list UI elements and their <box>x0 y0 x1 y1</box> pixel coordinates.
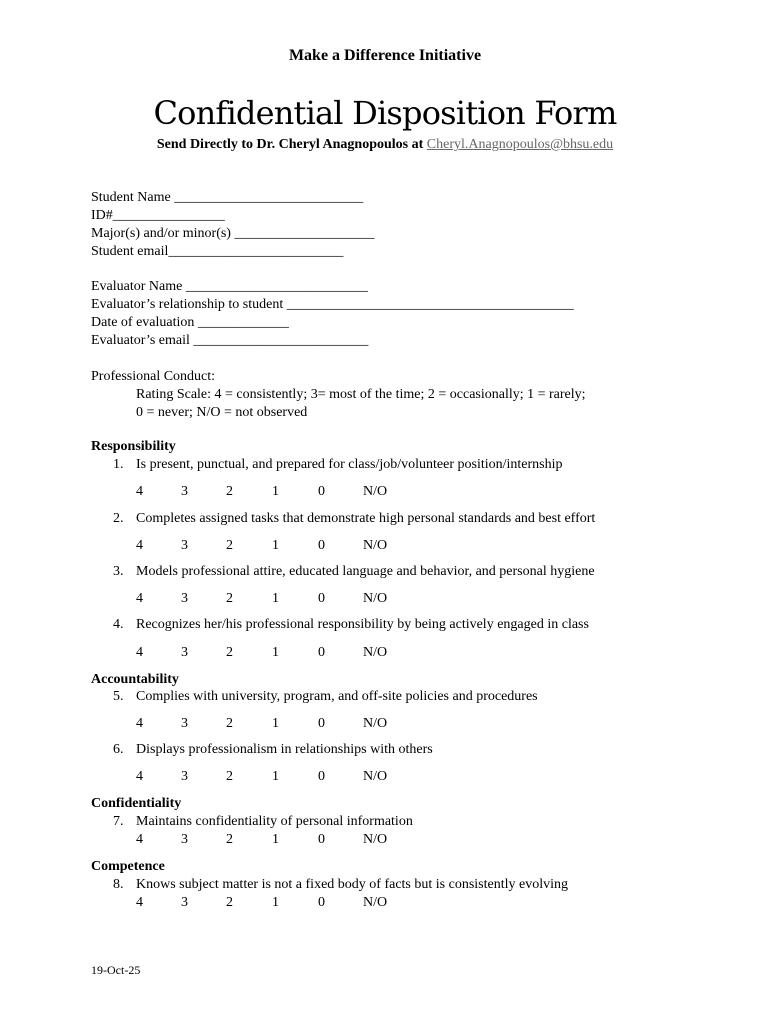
item-5 <box>113 689 538 705</box>
rating-option-4[interactable]: 4 <box>136 895 143 910</box>
student-email-field[interactable]: Student email_________________________ <box>91 244 344 259</box>
rating-option-no[interactable]: N/O <box>363 895 388 910</box>
rating-option-3[interactable]: 3 <box>181 484 188 499</box>
item-number: 1. <box>113 457 124 472</box>
rating-option-0[interactable]: 0 <box>318 895 325 910</box>
section-responsibility: Responsibility <box>91 439 176 454</box>
rating-option-1[interactable]: 1 <box>272 895 279 910</box>
rating-option-3[interactable]: 3 <box>181 895 188 910</box>
rating-option-2[interactable]: 2 <box>226 895 233 910</box>
send-prefix: Send Directly to Dr. Cheryl Anagnopoulos at <box>156 137 427 152</box>
evaluator-name-field[interactable]: Evaluator Name __________________________ <box>91 279 368 294</box>
rating-option-4[interactable]: 4 <box>136 832 143 847</box>
rating-option-0[interactable]: 0 <box>318 645 325 660</box>
item-text: Models professional attire, educated language and behavior, and personal hygiene <box>136 564 595 579</box>
item-2 <box>113 511 595 527</box>
rating-option-1[interactable]: 1 <box>272 716 279 731</box>
section-accountability: Accountability <box>91 672 179 687</box>
rating-option-4[interactable]: 4 <box>136 769 143 784</box>
section-confidentiality: Confidentiality <box>91 796 182 811</box>
rating-option-0[interactable]: 0 <box>318 832 325 847</box>
send-instructions <box>0 137 770 153</box>
rating-option-1[interactable]: 1 <box>272 645 279 660</box>
item-7 <box>113 814 413 830</box>
item-number: 7. <box>113 814 124 829</box>
initiative-heading: Make a Difference Initiative <box>288 47 482 64</box>
rating-option-1[interactable]: 1 <box>272 591 279 606</box>
rating-option-no[interactable]: N/O <box>363 769 388 784</box>
rating-option-3[interactable]: 3 <box>181 538 188 553</box>
contact-email-link[interactable]: Cheryl.Anagnopoulos@bhsu.edu <box>426 137 614 152</box>
rating-option-4[interactable]: 4 <box>136 484 143 499</box>
item-text: Displays professionalism in relationships with others <box>136 742 433 757</box>
rating-row-2 <box>136 538 387 554</box>
rating-row-5 <box>136 716 387 732</box>
rating-option-1[interactable]: 1 <box>272 769 279 784</box>
rating-row-1 <box>136 484 387 500</box>
item-text: Maintains confidentiality of personal information <box>136 814 413 829</box>
item-1 <box>113 457 563 473</box>
rating-option-4[interactable]: 4 <box>136 591 143 606</box>
item-text: Completes assigned tasks that demonstrate high personal standards and best effort <box>136 511 596 526</box>
rating-option-3[interactable]: 3 <box>181 769 188 784</box>
item-6 <box>113 742 433 758</box>
item-3 <box>113 564 595 580</box>
rating-option-2[interactable]: 2 <box>226 769 233 784</box>
rating-option-no[interactable]: N/O <box>363 591 388 606</box>
item-number: 6. <box>113 742 124 757</box>
rating-option-1[interactable]: 1 <box>272 832 279 847</box>
rating-row-7 <box>136 832 387 848</box>
rating-option-4[interactable]: 4 <box>136 645 143 660</box>
rating-option-no[interactable]: N/O <box>363 716 388 731</box>
item-number: 3. <box>113 564 124 579</box>
rating-option-0[interactable]: 0 <box>318 591 325 606</box>
rating-option-3[interactable]: 3 <box>181 645 188 660</box>
rating-option-no[interactable]: N/O <box>363 484 388 499</box>
rating-row-3 <box>136 591 387 607</box>
rating-option-0[interactable]: 0 <box>318 769 325 784</box>
item-4 <box>113 617 589 633</box>
footer-date: 19-Oct-25 <box>91 963 141 977</box>
student-id-field[interactable]: ID#________________ <box>91 208 225 223</box>
rating-scale-line1: Rating Scale: 4 = consistently; 3= most of the time; 2 = occasionally; 1 = rarely; <box>136 387 586 402</box>
rating-scale-line2: 0 = never; N/O = not observed <box>136 405 308 420</box>
page-title: Confidential Disposition Form <box>153 94 617 132</box>
rating-option-2[interactable]: 2 <box>226 645 233 660</box>
rating-option-no[interactable]: N/O <box>363 832 388 847</box>
evaluator-relationship-field[interactable]: Evaluator’s relationship to student _________________________________________ <box>91 297 574 312</box>
rating-option-4[interactable]: 4 <box>136 538 143 553</box>
item-number: 5. <box>113 689 124 704</box>
evaluator-email-field[interactable]: Evaluator’s email _________________________ <box>91 333 369 348</box>
evaluation-date-field[interactable]: Date of evaluation _____________ <box>91 315 289 330</box>
item-text: Is present, punctual, and prepared for class/job/volunteer position/internship <box>136 457 563 472</box>
rating-option-3[interactable]: 3 <box>181 832 188 847</box>
rating-option-3[interactable]: 3 <box>181 716 188 731</box>
rating-row-6 <box>136 769 387 785</box>
rating-option-1[interactable]: 1 <box>272 484 279 499</box>
rating-option-0[interactable]: 0 <box>318 484 325 499</box>
rating-option-2[interactable]: 2 <box>226 591 233 606</box>
item-text: Complies with university, program, and off-site policies and procedures <box>136 689 538 704</box>
rating-option-2[interactable]: 2 <box>226 716 233 731</box>
rating-option-no[interactable]: N/O <box>363 645 388 660</box>
rating-option-0[interactable]: 0 <box>318 716 325 731</box>
item-number: 8. <box>113 877 124 892</box>
item-number: 2. <box>113 511 124 526</box>
rating-option-2[interactable]: 2 <box>226 484 233 499</box>
rating-row-4 <box>136 645 387 661</box>
rating-option-3[interactable]: 3 <box>181 591 188 606</box>
student-name-field[interactable]: Student Name ___________________________ <box>91 190 364 205</box>
rating-option-2[interactable]: 2 <box>226 538 233 553</box>
major-minor-field[interactable]: Major(s) and/or minor(s) ____________________ <box>91 226 375 241</box>
rating-row-8 <box>136 895 387 911</box>
item-8 <box>113 877 568 893</box>
rating-option-no[interactable]: N/O <box>363 538 388 553</box>
professional-conduct-heading: Professional Conduct: <box>91 369 216 384</box>
rating-option-4[interactable]: 4 <box>136 716 143 731</box>
section-competence: Competence <box>91 859 165 874</box>
rating-option-2[interactable]: 2 <box>226 832 233 847</box>
rating-option-1[interactable]: 1 <box>272 538 279 553</box>
rating-option-0[interactable]: 0 <box>318 538 325 553</box>
item-number: 4. <box>113 617 124 632</box>
item-text: Recognizes her/his professional responsibility by being actively engaged in class <box>136 617 589 632</box>
item-text: Knows subject matter is not a fixed body of facts but is consistently evolving <box>136 877 568 892</box>
